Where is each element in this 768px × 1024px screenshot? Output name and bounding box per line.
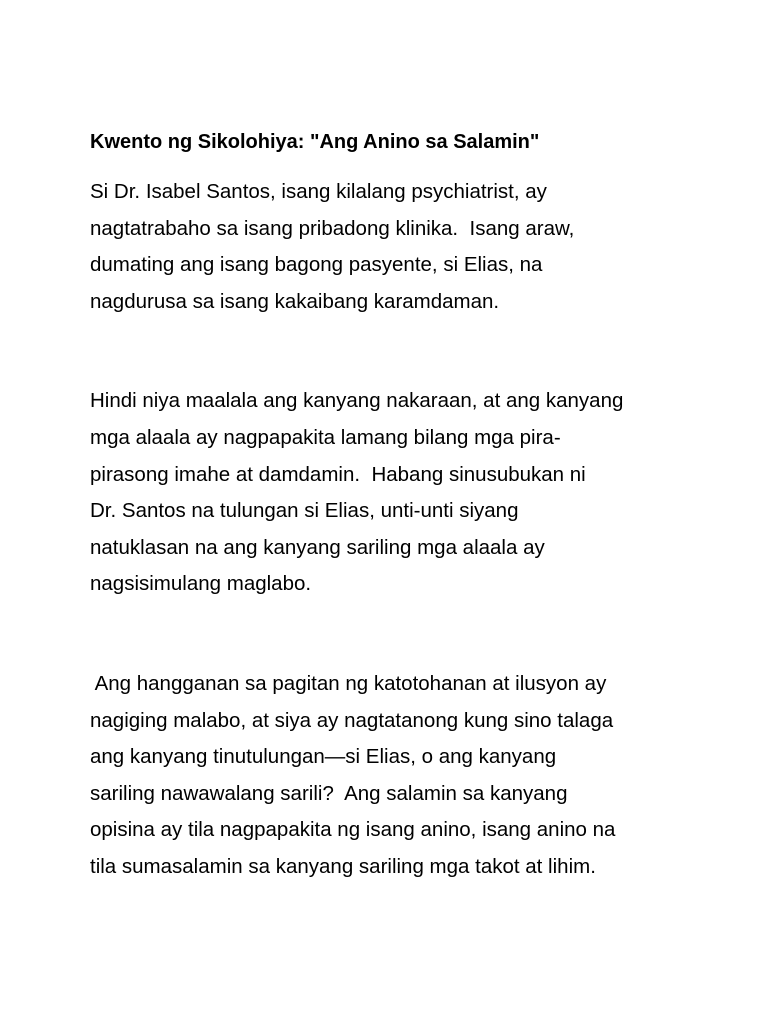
paragraph-line: sariling nawawalang sarili? Ang salamin sa kanyang (90, 781, 568, 805)
paragraph-line: pirasong imahe at damdamin. Habang sinusubukan ni (90, 462, 586, 486)
paragraph-3 (90, 666, 690, 886)
paragraph-line: natuklasan na ang kanyang sariling mga alaala ay (90, 535, 545, 559)
paragraph-line: mga alaala ay nagpapakita lamang bilang mga pira- (90, 425, 561, 449)
document-title: Kwento ng Sikolohiya: "Ang Anino sa Salamin" (90, 131, 540, 153)
paragraph-line: nagdurusa sa isang kakaibang karamdaman. (90, 289, 500, 313)
paragraph-1 (90, 174, 690, 320)
paragraph-line: nagiging malabo, at siya ay nagtatanong kung sino talaga (90, 708, 614, 732)
paragraph-line: nagsisimulang maglabo. (90, 572, 312, 596)
paragraph-line: tila sumasalamin sa kanyang sariling mga takot at lihim. (90, 854, 596, 878)
paragraph-line: Hindi niya maalala ang kanyang nakaraan, at ang kanyang (90, 389, 624, 413)
paragraph-line: Ang hangganan sa pagitan ng katotohanan at ilusyon ay (90, 671, 607, 695)
paragraph-line: opisina ay tila nagpapakita ng isang anino, isang anino na (90, 818, 616, 842)
paragraph-line: Si Dr. Isabel Santos, isang kilalang psychiatrist, ay (90, 180, 547, 203)
paragraph-line: dumating ang isang bagong pasyente, si Elias, na (90, 253, 543, 277)
paragraph-2 (90, 383, 690, 603)
paragraph-line: Dr. Santos na tulungan si Elias, unti-unti siyang (90, 499, 519, 523)
paragraph-line: nagtatrabaho sa isang pribadong klinika. Isang araw, (90, 216, 575, 240)
document-page (90, 127, 690, 886)
paragraph-line: ang kanyang tinutulungan—si Elias, o ang kanyang (90, 745, 557, 769)
